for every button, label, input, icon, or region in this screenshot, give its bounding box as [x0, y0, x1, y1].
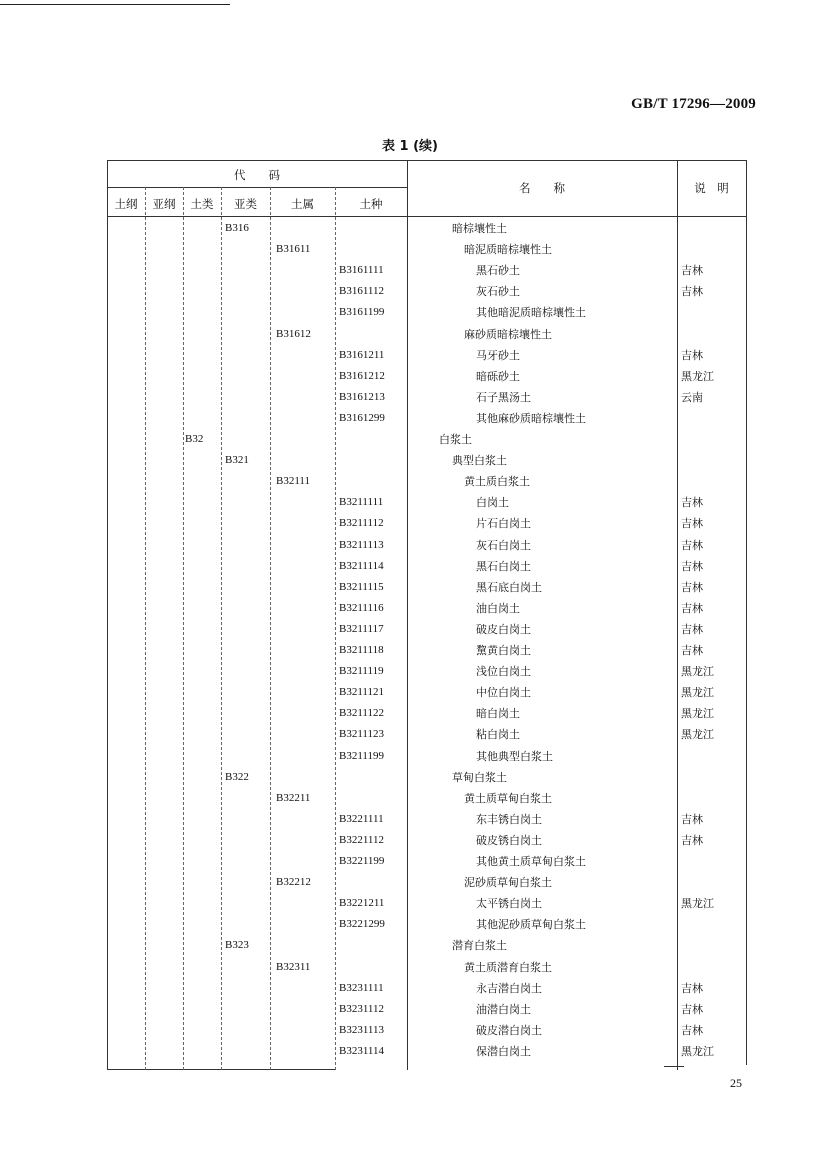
soil-name-cell: 浅位白岗土: [476, 665, 531, 679]
soil-name-cell: 黑石白岗土: [476, 559, 531, 573]
soil-name-cell: 其他麻砂质暗棕壤性土: [476, 411, 586, 425]
scan-artifact-line: [0, 4, 230, 5]
species-code-cell: B3161299: [339, 411, 385, 424]
species-code-cell: B3211116: [339, 601, 384, 614]
species-code-cell: B3231114: [339, 1044, 385, 1057]
subgroup-code-cell: B316: [225, 222, 249, 234]
note-cell: 吉林: [681, 348, 703, 362]
table-row: [107, 387, 747, 408]
subgroup-code-cell: B322: [225, 770, 249, 783]
soil-name-cell: 黄土质潜育白浆土: [464, 960, 552, 974]
table-row: [107, 619, 747, 640]
soil-name-cell: 暗白岗土: [476, 707, 520, 721]
soil-name-cell: 粘白岗土: [476, 728, 520, 742]
note-cell: 吉林: [681, 1023, 703, 1037]
soil-name-cell: 暗泥质暗棕壤性土: [464, 243, 552, 257]
note-cell: 黑龙江: [681, 728, 714, 742]
species-code-cell: B3161212: [339, 369, 385, 382]
col-header-order: 土纲: [114, 197, 138, 211]
species-code-cell: B3211111: [339, 496, 384, 509]
table-row: [107, 724, 747, 745]
species-code-cell: B3221111: [339, 812, 384, 825]
note-cell: 吉林: [681, 833, 703, 847]
note-cell: 黑龙江: [681, 665, 714, 679]
soil-name-cell: 灰石白岗土: [476, 538, 531, 552]
soil-name-cell: 破皮潜白岗土: [476, 1023, 542, 1037]
table-row: [107, 302, 747, 323]
table-row: [107, 324, 747, 345]
soil-name-cell: 其他典型白浆土: [476, 749, 553, 763]
table-row: [107, 577, 747, 598]
note-cell: 吉林: [681, 264, 703, 278]
species-code-cell: B3161213: [339, 390, 385, 403]
species-code-cell: B3211122: [339, 707, 385, 720]
genus-code-cell: B32212: [276, 876, 311, 889]
soil-name-cell: 其他暗泥质暗棕壤性土: [476, 306, 586, 320]
table-row: [107, 260, 747, 281]
table-row: [107, 281, 747, 302]
soil-name-cell: 白岗土: [476, 496, 509, 510]
col-header-suborder: 亚纲: [152, 197, 176, 211]
soil-name-cell: 中位白岗土: [476, 686, 531, 700]
col-header-group: 土类: [190, 197, 214, 211]
species-code-cell: B3161111: [339, 264, 384, 277]
species-code-cell: B3221211: [339, 897, 385, 910]
note-cell: 吉林: [681, 517, 703, 531]
genus-code-cell: B31611: [276, 243, 311, 256]
note-cell: 黑龙江: [681, 897, 714, 911]
col-header-species: 土种: [359, 197, 383, 211]
table-row: [107, 661, 747, 682]
soil-name-cell: 灰石砂土: [476, 285, 520, 299]
soil-name-cell: 典型白浆土: [452, 454, 507, 468]
species-code-cell: B3211118: [339, 644, 384, 656]
table-row: [107, 809, 747, 830]
col-header-genus: 土属: [291, 197, 314, 211]
note-cell: 吉林: [681, 580, 703, 594]
soil-name-cell: 油白岗土: [476, 601, 520, 615]
table-row: [107, 914, 747, 935]
genus-code-cell: B32311: [276, 960, 311, 973]
note-cell: 黑龙江: [681, 707, 714, 721]
soil-name-cell: 黧黄白岗土: [476, 644, 531, 657]
genus-code-cell: B32211: [276, 791, 311, 804]
soil-name-cell: 破皮白岗土: [476, 622, 531, 636]
soil-name-cell: 永吉潜白岗土: [476, 981, 542, 995]
soil-name-cell: 太平锈白岗土: [476, 897, 542, 911]
subgroup-code-cell: B323: [225, 939, 249, 952]
genus-code-cell: B31612: [276, 327, 311, 340]
table-row: [107, 535, 747, 556]
note-cell: 吉林: [681, 496, 703, 510]
soil-name-cell: 暗棕壤性土: [452, 222, 507, 235]
species-code-cell: B3221112: [339, 833, 385, 846]
col-header-note: 说 明: [694, 181, 729, 195]
species-code-cell: B3161199: [339, 306, 385, 319]
species-code-cell: B3211199: [339, 749, 385, 762]
species-code-cell: B3231113: [339, 1023, 385, 1036]
table-row: [107, 471, 747, 492]
note-cell: 黑龙江: [681, 1044, 714, 1058]
table-row: [107, 513, 747, 534]
species-code-cell: B3221299: [339, 918, 385, 931]
standard-code: GB/T 17296—2009: [631, 96, 756, 112]
code-group-underline: [107, 187, 407, 188]
table-row: [107, 830, 747, 851]
species-code-cell: B3211121: [339, 686, 385, 699]
species-code-cell: B3231112: [339, 1002, 385, 1015]
soil-name-cell: 白浆土: [439, 433, 472, 446]
col-header-name: 名 称: [519, 181, 565, 195]
soil-name-cell: 片石白岗土: [476, 517, 531, 531]
table-row: [107, 682, 747, 703]
note-cell: 黑龙江: [681, 686, 714, 700]
soil-name-cell: 破皮锈白岗土: [476, 833, 542, 847]
species-code-cell: B3211114: [339, 559, 384, 572]
soil-name-cell: 石子黑汤土: [476, 390, 531, 404]
table-row: [107, 556, 747, 577]
soil-name-cell: 黄土质草甸白浆土: [464, 791, 552, 805]
species-code-cell: B3211119: [339, 665, 384, 678]
note-cell: 吉林: [681, 559, 703, 573]
species-code-cell: B3221199: [339, 855, 385, 867]
species-code-cell: B3211115: [339, 580, 384, 593]
table-row: [107, 239, 747, 260]
soil-name-cell: 马牙砂土: [476, 348, 520, 362]
soil-name-cell: 泥砂质草甸白浆土: [464, 876, 552, 890]
note-cell: 吉林: [681, 981, 703, 995]
table-row: [107, 703, 747, 724]
col-header-subgroup: 亚类: [234, 197, 257, 211]
table-row: [107, 978, 747, 999]
table-row: [107, 893, 747, 914]
species-code-cell: B3161211: [339, 348, 385, 361]
soil-name-cell: 其他黄土质草甸白浆土: [476, 855, 586, 868]
soil-classification-table: [107, 160, 747, 1070]
soil-name-cell: 黑石砂土: [476, 264, 520, 278]
soil-name-cell: 东丰锈白岗土: [476, 812, 542, 826]
table-row: [107, 450, 747, 471]
table-row: [107, 935, 747, 956]
soil-name-cell: 黑石底白岗土: [476, 580, 542, 594]
soil-name-cell: 麻砂质暗棕壤性土: [464, 327, 552, 341]
soil-name-cell: 暗砾砂土: [476, 369, 520, 383]
table-row: [107, 366, 747, 387]
soil-name-cell: 油潜白岗土: [476, 1002, 531, 1016]
species-code-cell: B3231111: [339, 981, 384, 994]
table-row: [107, 788, 747, 809]
table-row: [107, 408, 747, 429]
table-row: [107, 746, 747, 767]
soil-name-cell: 草甸白浆土: [452, 770, 507, 784]
table-row: [107, 429, 747, 450]
group-code-cell: B32: [185, 433, 204, 445]
header-bottom-border: [107, 216, 747, 217]
table-row: [107, 872, 747, 893]
note-cell: 吉林: [681, 538, 703, 552]
note-cell: 吉林: [681, 812, 703, 826]
note-cell: 吉林: [681, 622, 703, 636]
species-code-cell: B3211113: [339, 538, 384, 551]
note-cell: 吉林: [681, 285, 703, 299]
species-code-cell: B3211123: [339, 728, 385, 741]
table-end-mark: [664, 1066, 684, 1067]
species-code-cell: B3211117: [339, 622, 384, 635]
table-row: [107, 598, 747, 619]
page-number: 25: [730, 1076, 742, 1090]
table-row: [107, 640, 747, 661]
note-cell: 黑龙江: [681, 369, 714, 383]
table-title: 表 1 (续): [382, 139, 438, 154]
subgroup-code-cell: B321: [225, 454, 249, 467]
soil-name-cell: 潜育白浆土: [452, 939, 507, 953]
table-row: [107, 1020, 747, 1041]
table-row: [107, 999, 747, 1020]
table-row: [107, 218, 747, 239]
species-code-cell: B3211112: [339, 517, 384, 530]
note-cell: 吉林: [681, 644, 703, 657]
code-group-header: 代 码: [234, 168, 280, 182]
table-row: [107, 957, 747, 978]
soil-name-cell: 保潜白岗土: [476, 1044, 531, 1058]
table-row: [107, 345, 747, 366]
table-row: [107, 492, 747, 513]
table-row: [107, 1041, 747, 1062]
note-cell: 吉林: [681, 1002, 703, 1016]
note-cell: 云南: [681, 390, 703, 404]
table-row: [107, 851, 747, 872]
table-top-border: [107, 160, 747, 161]
soil-name-cell: 黄土质白浆土: [464, 475, 530, 489]
genus-code-cell: B32111: [276, 475, 311, 488]
soil-name-cell: 其他泥砂质草甸白浆土: [476, 918, 586, 932]
table-row: [107, 767, 747, 788]
note-cell: 吉林: [681, 601, 703, 615]
species-code-cell: B3161112: [339, 285, 385, 298]
